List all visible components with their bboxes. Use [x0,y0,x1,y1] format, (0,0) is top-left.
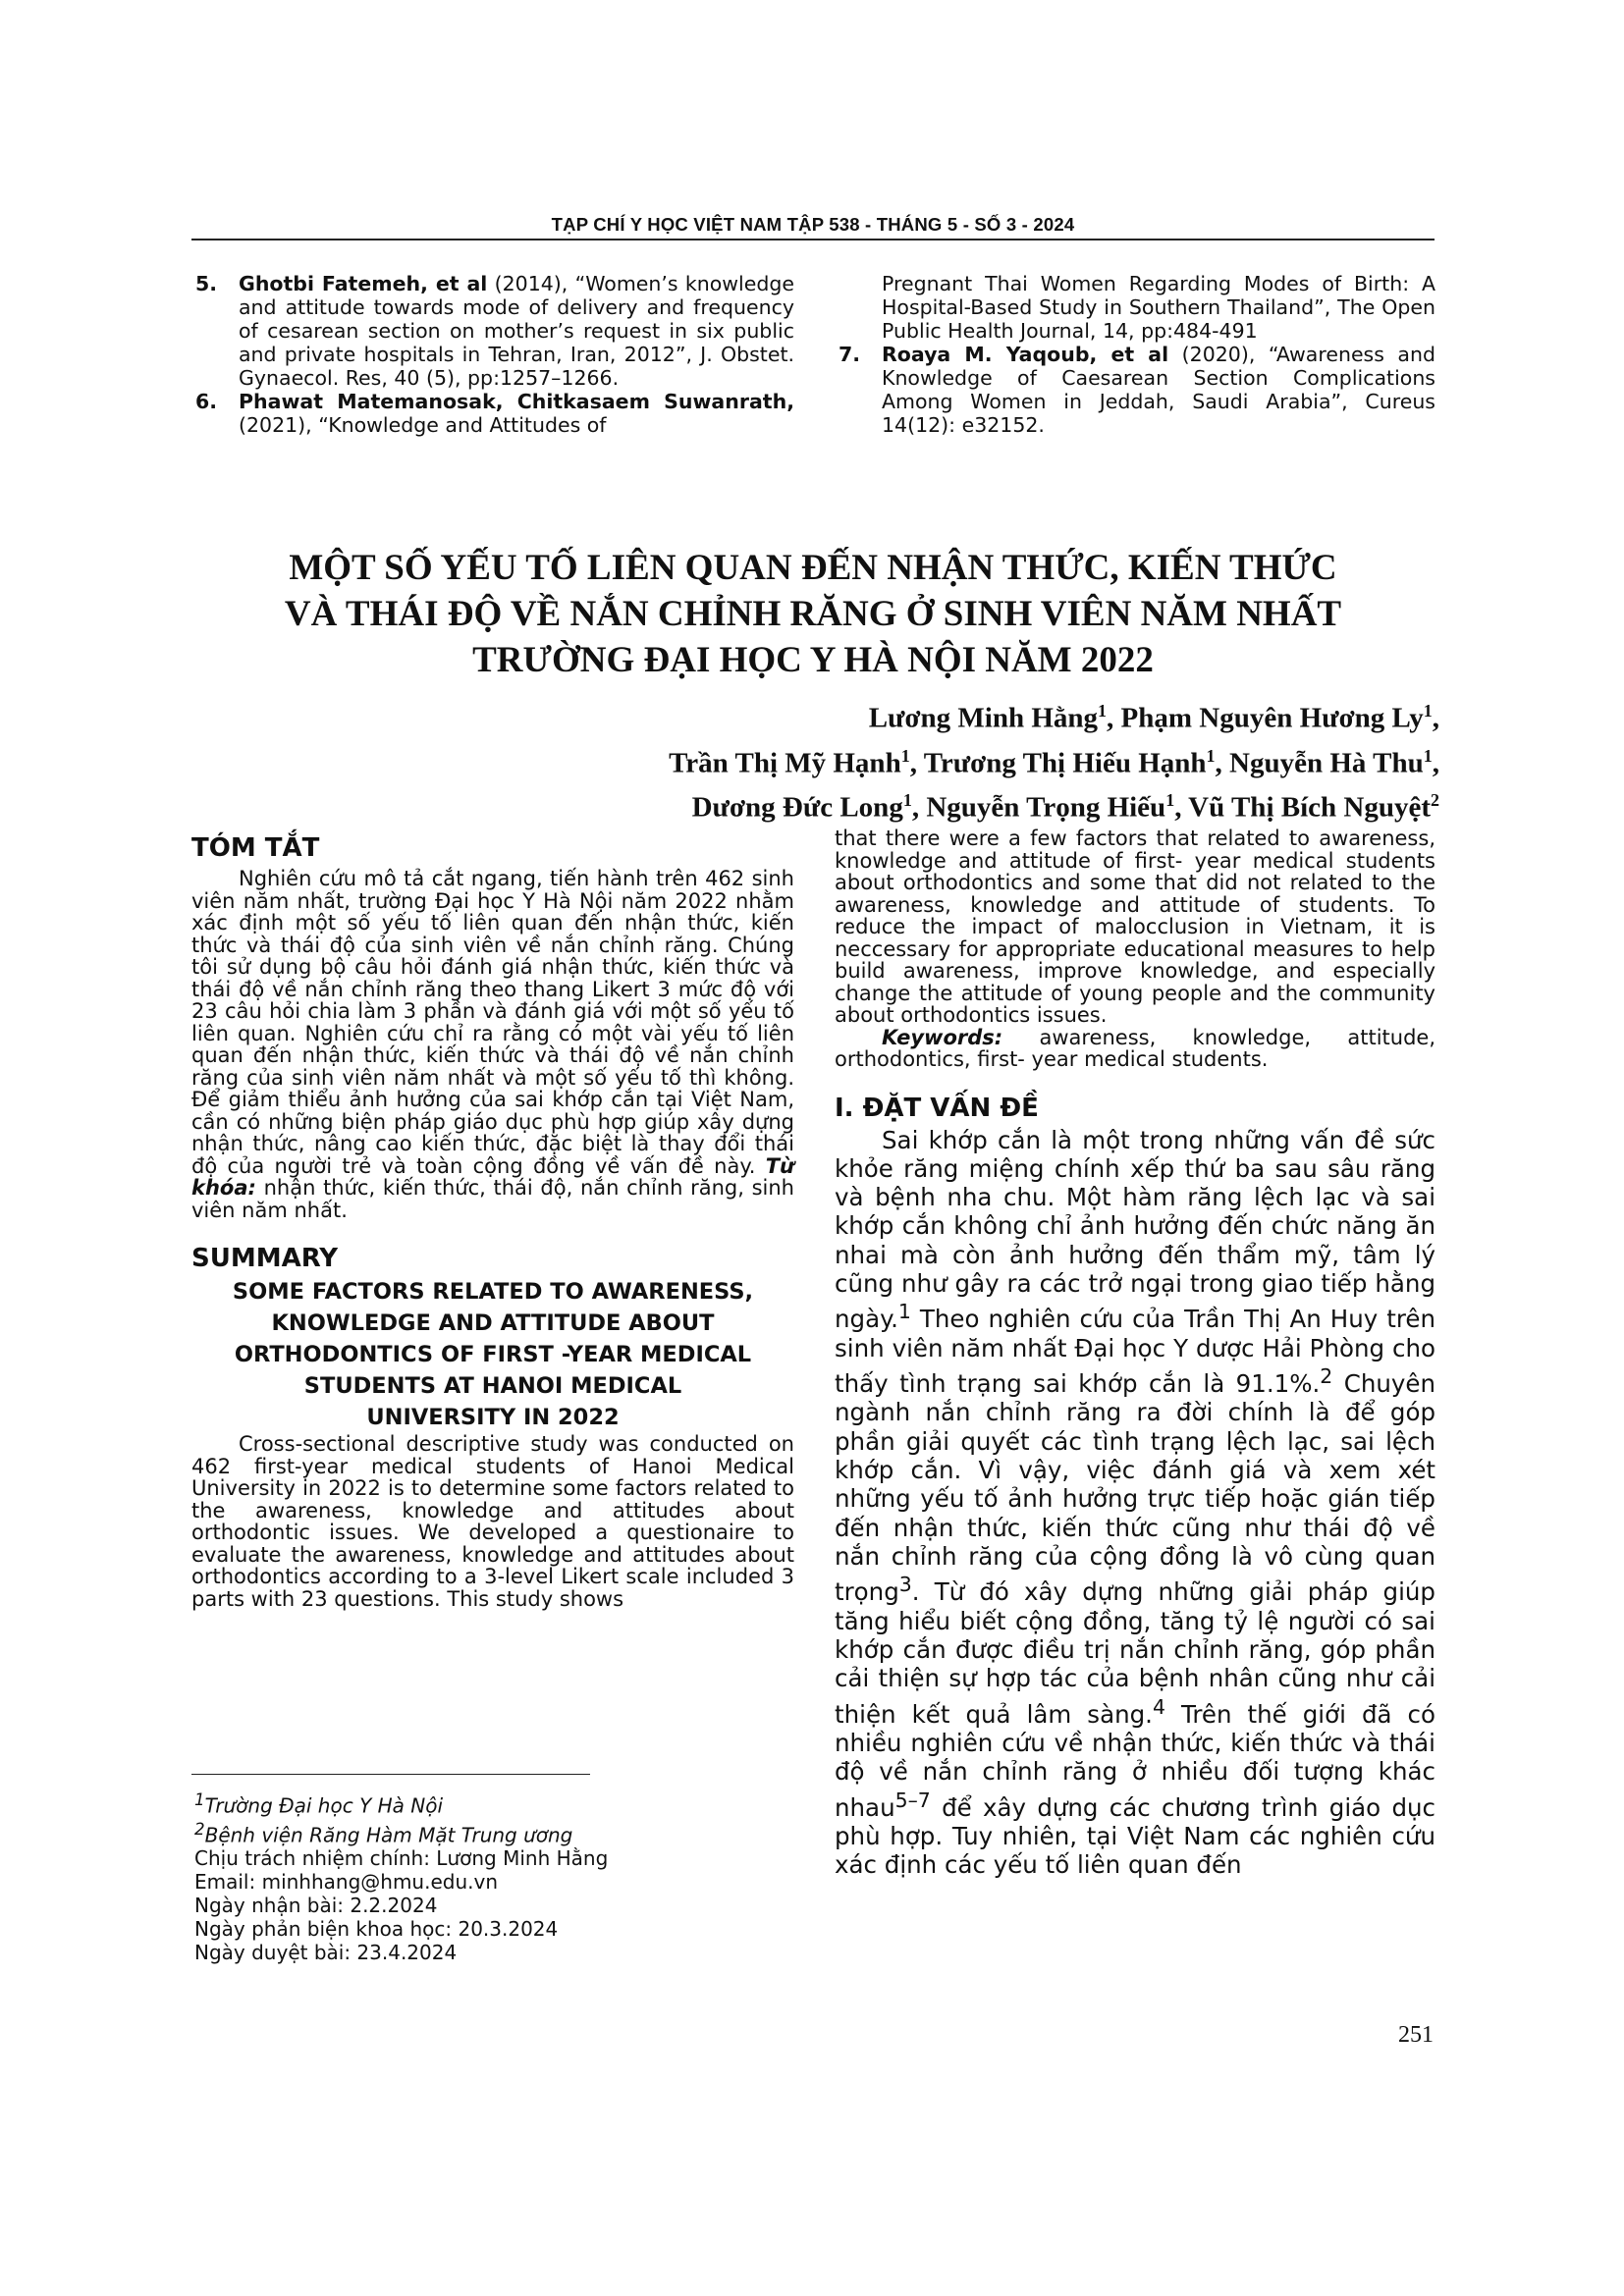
affiliation-mark: 1 [1423,745,1433,766]
right-column [835,828,1435,1880]
affiliation-text: Trường Đại học Y Hà Nội [204,1793,444,1818]
author-name: Nguyễn Hà Thu [1229,747,1424,779]
intro-text: Theo nghiên cứu của Trần Thị An Huy trên sinh viên năm nhất Đại học Y dược Hải Phòng cho thấy tình trạng sai khớp cắn là 91.1%. [835,1305,1435,1399]
affiliation-text: Bệnh viện Răng Hàm Mặt Trung ương [204,1823,573,1847]
reference-text [882,343,1435,437]
summary-heading: SUMMARY [191,1244,339,1273]
reference-number: 5. [195,272,218,295]
footnote-mark: 2 [194,1819,205,1839]
author-line: Lương Minh Hằng$^1$, Phạm Nguyên Hương Ly$^1$, [868,701,1439,734]
reference-number: 7. [839,343,861,366]
footnote-mark: 1 [194,1790,205,1809]
title-line: MỘT SỐ YẾU TỐ LIÊN QUAN ĐẾN NHẬN THỨC, KIẾN THỨC [289,548,1337,588]
header-rule [191,239,1435,240]
abstract-heading: TÓM TẮT [191,833,320,863]
abstract-body [191,868,794,1221]
reference-author: Phawat Matemanosak, Chitkasaem Suwanrath, [239,390,794,413]
author-name: Dương Đức Long [691,791,903,824]
keywords-text: nhận thức, kiến thức, thái độ, nắn chỉnh răng, sinh viên năm nhất. [191,1176,794,1222]
reference-6-continued [835,272,1435,343]
affiliation-1 [194,1789,784,1818]
abstract-text: Nghiên cứu mô tả cắt ngang, tiến hành trên 462 sinh viên năm nhất, trường Đại học Y Hà Nội năm 2022 nhằm xác định một số yếu tố liên quan đến nhận thức, kiến thức và thái độ của sinh viên về nắn chỉnh răng. Chúng tôi sử dụng bộ câu hỏi đánh giá nhận thức, kiến thức và thái độ về nắn chỉnh răng theo thang Likert 3 mức độ với 23 câu hỏi chia làm 3 phần và đánh giá với một số yếu tố liên quan. Nghiên cứu chỉ ra rằng có một vài yếu tố liên quan đến nhận thức, kiến thức và thái độ về nắn chỉnh răng của sinh viên năm nhất và một số yếu tố thì không. Để giảm thiểu ảnh hưởng của sai khớp cắn tại Việt Nam, cần có những biện pháp giáo dục phù hợp giúp xây dựng nhận thức, nâng cao kiến thức, đặc biệt là thay đổi thái độ của người trẻ và toàn cộng đồng về vấn đề này. [191,867,794,1178]
page-number: 251 [1398,2022,1434,2048]
introduction-heading: I. ĐẶT VẤN ĐỀ [835,1093,1039,1123]
citation: 2 [1320,1364,1333,1389]
reference-text [239,272,794,390]
author-line: Dương Đức Long$^1$, Nguyễn Trọng Hiếu$^1$, Vũ Thị Bích Nguyệt$^2$ [691,790,1439,824]
reference-number: 6. [195,390,218,413]
author-name: Trần Thị Mỹ Hạnh [669,747,901,779]
summary-title-line: UNIVERSITY IN 2022 [366,1405,620,1430]
reference-5 [191,272,794,390]
affiliation-mark: 1 [900,745,910,766]
summary-body: Cross-sectional descriptive study was conducted on 462 first-year medical students of Hanoi Medical University in 2022 is to determine some factors related to the awareness, knowledge and attitudes about orthodontic issues. We developed a questionaire to evaluate the awareness, knowledge and attitudes about orthodontics according to a 3-level Likert scale included 3 parts with 23 questions. This study shows [191,1432,794,1611]
footnotes [194,1789,784,1964]
date-received: Ngày nhận bài: 2.2.2024 [194,1894,438,1918]
author-name: Nguyễn Trọng Hiếu [926,791,1166,824]
affiliation-mark: 1 [1098,701,1108,721]
date-accepted: Ngày duyệt bài: 23.4.2024 [194,1941,458,1965]
references-left [191,272,794,437]
summary-title-line: ORTHODONTICS OF FIRST -YEAR MEDICAL [234,1342,752,1367]
reference-author: Roaya M. Yaqoub, et al [882,343,1169,366]
reference-7 [835,343,1435,437]
affiliation-mark: 1 [1165,790,1175,811]
citation: 3 [898,1573,912,1597]
summary-title-line: KNOWLEDGE AND ATTITUDE ABOUT [271,1310,715,1336]
intro-text: Chuyên ngành nắn chỉnh răng ra đời chính là để góp phần giải quyết các tình trạng lệch lạc, sai lệch khớp cắn. Vì vậy, việc đánh giá và xem xét những yếu tố ảnh hưởng trực tiếp hoặc gián tiếp đến nhận thức, kiến thức cũng như thái độ về nắn chỉnh răng của cộng đồng là vô cùng quan trọng [835,1369,1435,1607]
keywords-label: Keywords: [882,1025,1003,1049]
reference-text: Pregnant Thai Women Regarding Modes of Birth: A Hospital-Based Study in Southern Thailand”, The Open Public Health Journal, 14, pp:484-491 [882,272,1435,343]
author-name: Vũ Thị Bích Nguyệt [1188,791,1431,824]
reference-indent [835,272,882,343]
affiliation-mark: 1 [1206,745,1216,766]
citation: 1 [897,1300,911,1324]
email: Email: minhhang@hmu.edu.vn [194,1870,499,1895]
summary-title-line: SOME FACTORS RELATED TO AWARENESS, [232,1279,754,1305]
corresponding-author: Chịu trách nhiệm chính: Lương Minh Hằng [194,1846,609,1871]
intro-text: để xây dựng các chương trình giáo dục phù hợp. Tuy nhiên, tại Việt Nam các nghiên cứu xác định các yếu tố liên quan đến [835,1792,1435,1880]
footnote-rule [191,1774,590,1775]
title-line: TRƯỜNG ĐẠI HỌC Y HÀ NỘI NĂM 2022 [472,640,1154,680]
summary-keywords [835,1027,1435,1071]
journal-header: TẠP CHÍ Y HỌC VIỆT NAM TẬP 538 - THÁNG 5 - SỐ 3 - 2024 [551,214,1075,235]
paper-title [187,545,1439,683]
references-right [835,272,1435,437]
reference-detail: (2020), “Awareness and Knowledge of Caesarean Section Complications Among Women in Jeddah, Saudi Arabia”, Cureus 14(12): e32152. [882,343,1435,437]
introduction-body [835,1126,1435,1880]
affiliation-mark: 1 [902,790,912,811]
author-name: Phạm Nguyên Hương Ly [1120,702,1424,734]
author-name: Trương Thị Hiếu Hạnh [923,747,1207,779]
affiliation-mark: 2 [1431,790,1439,811]
author-line: Trần Thị Mỹ Hạnh$^1$, Trương Thị Hiếu Hạnh$^1$, Nguyễn Hà Thu$^1$, [669,745,1439,779]
reference-author: Ghotbi Fatemeh, et al [239,272,488,295]
summary-title-line: STUDENTS AT HANOI MEDICAL [303,1373,682,1399]
reference-detail: (2021), “Knowledge and Attitudes of [239,413,607,437]
summary-body-continued: that there were a few factors that related to awareness, knowledge and attitude of first- year medical students about orthodontics and some that did not related to the awareness, knowledge and attitude of students. To reduce the impact of malocclusion in Vietnam, it is neccessary for appropriate educational measures to help build awareness, improve knowledge, and especially change the attitude of young people and the community about orthodontics issues. [835,827,1435,1027]
intro-text: Sai khớp cắn là một trong những vấn đề sức khỏe răng miệng chính xếp thứ ba sau sâu răng và bệnh nha chu. Một hàm răng lệch lạc và sai khớp cắn không chỉ ảnh hưởng đến chức năng ăn nhai mà còn ảnh hưởng đến thẩm mỹ, tâm lý cũng như gây ra các trở ngại trong giao tiếp hằng ngày. [835,1125,1435,1334]
citation: 4 [1152,1694,1165,1719]
affiliation-mark: 1 [1423,701,1433,721]
keywords-label: Từ khóa: [191,1153,794,1200]
citation: 5–7 [894,1788,931,1812]
intro-text: Trên thế giới đã có nhiều nghiên cứu về nhận thức, kiến thức và thái độ về nắn chỉnh răng ở nhiều đối tượng khác nhau [835,1699,1435,1822]
affiliation-2 [194,1818,784,1847]
intro-text: . Từ đó xây dựng những giải pháp giúp tăng hiểu biết cộng đồng, tăng tỷ lệ người có sai khớp cắn được điều trị nắn chỉnh răng, góp phần cải thiện sự hợp tác của bệnh nhân cũng như cải thiện kết quả lâm sàng. [835,1577,1435,1729]
title-line: VÀ THÁI ĐỘ VỀ NẮN CHỈNH RĂNG Ở SINH VIÊN NĂM NHẤT [284,594,1342,634]
date-reviewed: Ngày phản biện khoa học: 20.3.2024 [194,1917,559,1942]
author-list [393,692,1439,827]
left-column [191,832,794,1610]
reference-text [239,390,794,437]
reference-6 [191,390,794,437]
author-name: Lương Minh Hằng [868,702,1099,734]
summary-title [191,1276,794,1433]
keywords-text: awareness, knowledge, attitude, orthodontics, first- year medical students. [835,1025,1435,1071]
reference-detail: (2014), “Women’s knowledge and attitude towards mode of delivery and frequency of cesarean section on mother’s request in six public and private hospitals in Tehran, Iran, 2012”, J. Obstet. Gynaecol. Res, 40 (5), pp:1257–1266. [239,272,795,390]
